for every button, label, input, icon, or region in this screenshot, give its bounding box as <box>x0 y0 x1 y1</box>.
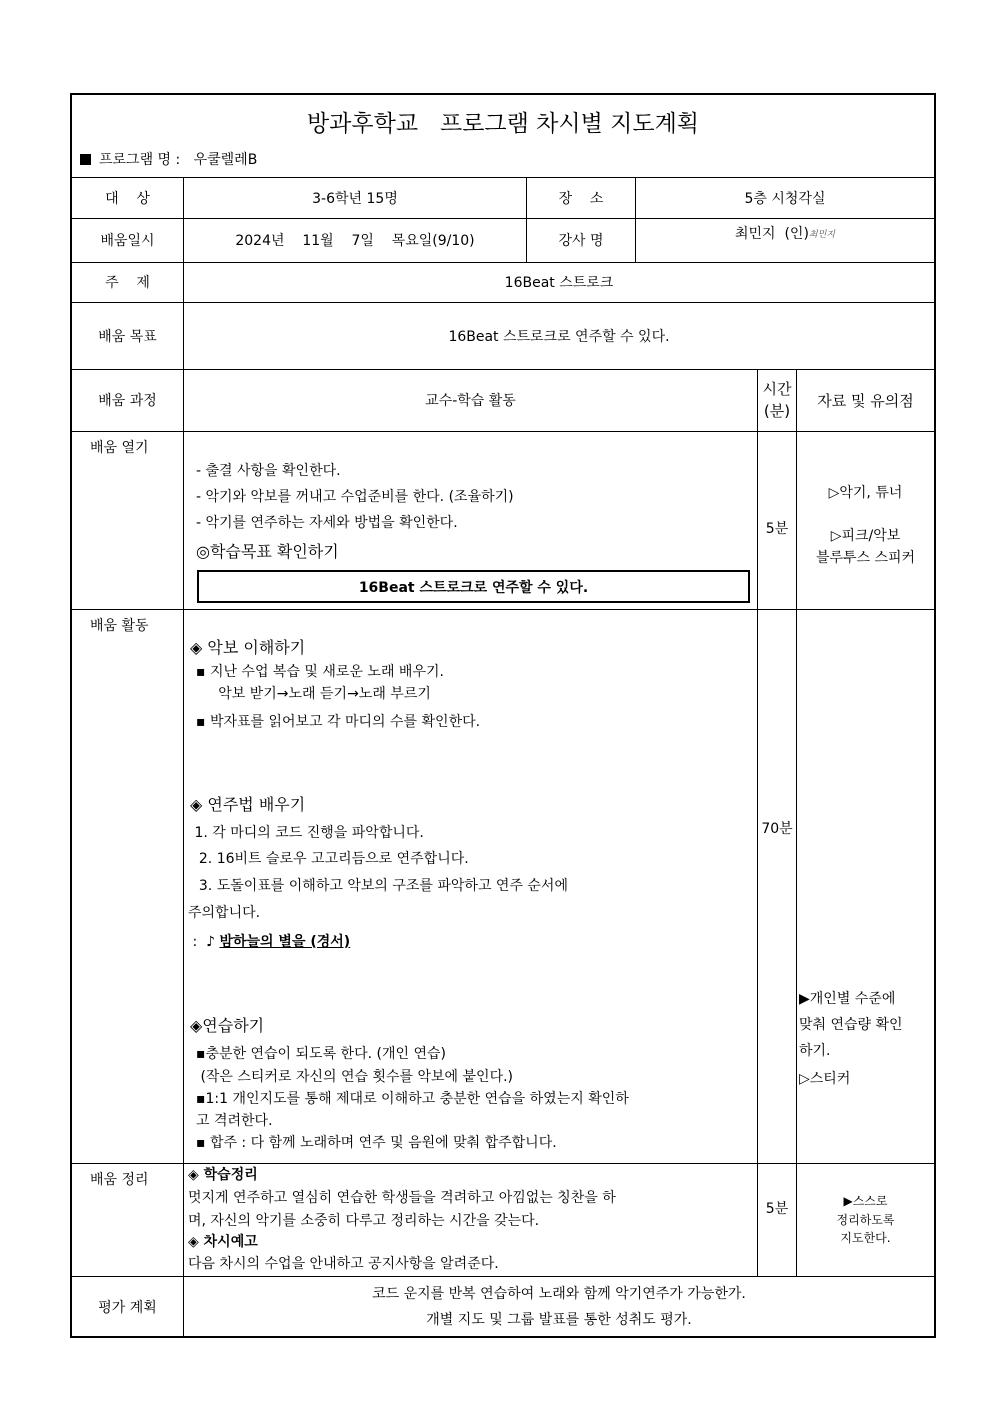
activity-line: 2. 16비트 슬로우 고고리듬으로 연주합니다. <box>190 851 469 867</box>
header-process: 배움 과정 <box>98 393 157 409</box>
activity-line: 주의합니다. <box>188 905 261 921</box>
next-lesson-title: ◈ 차시예고 <box>188 1234 258 1250</box>
closing-title: ◈ 학습정리 <box>188 1167 258 1183</box>
date-value: 2024년 11월 7일 목요일(9/10) <box>235 233 475 249</box>
col-divider <box>796 369 797 1276</box>
activity-label: 배움 활동 <box>90 618 149 634</box>
opening-line: - 출결 사항을 확인한다. <box>196 463 341 479</box>
place-value: 5층 시청각실 <box>744 190 826 207</box>
program-label: 프로그램 명 : <box>99 152 181 168</box>
section-title-score: ◈ 악보 이해하기 <box>190 638 306 657</box>
song-prefix: : ♪ <box>188 934 220 950</box>
closing-line: 다음 차시의 수업을 안내하고 공지사항을 알려준다. <box>188 1256 499 1272</box>
opening-note: ▷피크/악보 <box>830 528 901 544</box>
target-label: 대 상 <box>105 190 150 207</box>
opening-note: 블루투스 스피커 <box>815 550 916 566</box>
lesson-plan-document <box>70 93 936 1338</box>
square-bullet-icon <box>80 154 91 165</box>
section-title-practice: ◈연습하기 <box>190 1016 265 1035</box>
objective-title: ◎학습목표 확인하기 <box>196 542 339 561</box>
goal-value: 16Beat 스트로크로 연주할 수 있다. <box>448 328 670 345</box>
closing-line: 며, 자신의 악기를 소중히 다루고 정리하는 시간을 갖는다. <box>188 1213 540 1229</box>
closing-line: 멋지게 연주하고 열심히 연습한 학생들을 격려하고 아낌없는 칭찬을 하 <box>188 1190 616 1206</box>
activity-note: ▷스티커 <box>799 1071 851 1087</box>
place-label: 장 소 <box>558 190 604 207</box>
activity-line: 고 격려한다. <box>196 1113 273 1129</box>
activity-line: ▪ 합주 : 다 함께 노래하며 연주 및 음원에 맞춰 합주합니다. <box>196 1135 557 1151</box>
activity-line: 3. 도돌이표를 이해하고 악보의 구조를 파악하고 연주 순서에 <box>190 878 568 894</box>
header-notes: 자료 및 유의점 <box>817 391 914 410</box>
document-title: 방과후학교 프로그램 차시별 지도계획 <box>306 111 700 137</box>
activity-note: 하기. <box>799 1043 831 1059</box>
closing-note: ▶스스로 <box>843 1194 888 1208</box>
activity-line: (작은 스티커로 자신의 연습 횟수를 악보에 붙인다.) <box>196 1069 514 1085</box>
closing-note: 정리하도록 <box>836 1213 895 1227</box>
teacher-label: 강사 명 <box>558 233 604 249</box>
activity-line: ▪1:1 개인지도를 통해 제대로 이해하고 충분한 연습을 하였는지 확인하 <box>196 1091 629 1107</box>
section-title-technique: ◈ 연주법 배우기 <box>190 795 306 814</box>
opening-line: - 악기와 악보를 꺼내고 수업준비를 한다. (조율하기) <box>196 489 514 505</box>
activity-line: ▪충분한 연습이 되도록 한다. (개인 연습) <box>196 1046 446 1062</box>
program-name-row <box>80 149 257 169</box>
activity-time: 70분 <box>761 821 793 837</box>
topic-label: 주 제 <box>105 275 150 291</box>
activity-note: ▶개인별 수준에 <box>799 991 896 1007</box>
opening-time: 5분 <box>765 521 789 537</box>
target-value: 3-6학년 15명 <box>312 190 398 207</box>
evaluation-label: 평가 계획 <box>98 1300 157 1316</box>
date-label: 배움일시 <box>100 233 155 249</box>
activity-line: ▪ 지난 수업 복습 및 새로운 노래 배우기. <box>196 664 444 680</box>
row-divider <box>72 1276 934 1277</box>
topic-value: 16Beat 스트로크 <box>504 275 614 291</box>
opening-note: ▷악기, 튜너 <box>828 485 903 501</box>
title-area <box>72 95 934 177</box>
teacher-value: 최민지 (인) <box>734 226 809 242</box>
closing-time: 5분 <box>765 1201 789 1217</box>
program-value: 우쿨렐레B <box>193 152 258 168</box>
activity-note: 맞춰 연습량 확인 <box>799 1017 903 1033</box>
opening-line: - 악기를 연주하는 자세와 방법을 확인한다. <box>196 515 458 531</box>
row-divider <box>72 609 934 610</box>
activity-line: 1. 각 마디의 코드 진행을 파악합니다. <box>190 825 424 841</box>
objective-box: 16Beat 스트로크로 연주할 수 있다. <box>197 570 750 603</box>
song-title: 밤하늘의 별을 (경서) <box>219 934 351 950</box>
song-line <box>188 929 350 955</box>
activity-line: ▪ 박자표를 읽어보고 각 마디의 수를 확인한다. <box>196 714 481 730</box>
opening-label: 배움 열기 <box>90 440 149 456</box>
evaluation-line: 개별 지도 및 그룹 발표를 통한 성취도 평가. <box>426 1312 692 1328</box>
goal-label: 배움 목표 <box>98 328 157 345</box>
header-activity: 교수-학습 활동 <box>425 393 516 409</box>
signature-image: 최민지 <box>808 229 835 240</box>
row-divider <box>72 431 934 432</box>
closing-label: 배움 정리 <box>90 1172 149 1188</box>
header-time: 시간 (분) <box>762 380 792 420</box>
evaluation-line: 코드 운지를 반복 연습하여 노래와 함께 악기연주가 가능한가. <box>372 1286 746 1302</box>
teacher-cell <box>636 218 934 248</box>
closing-note: 지도한다. <box>840 1231 891 1245</box>
activity-line: 악보 받기→노래 듣기→노래 부르기 <box>196 686 431 702</box>
